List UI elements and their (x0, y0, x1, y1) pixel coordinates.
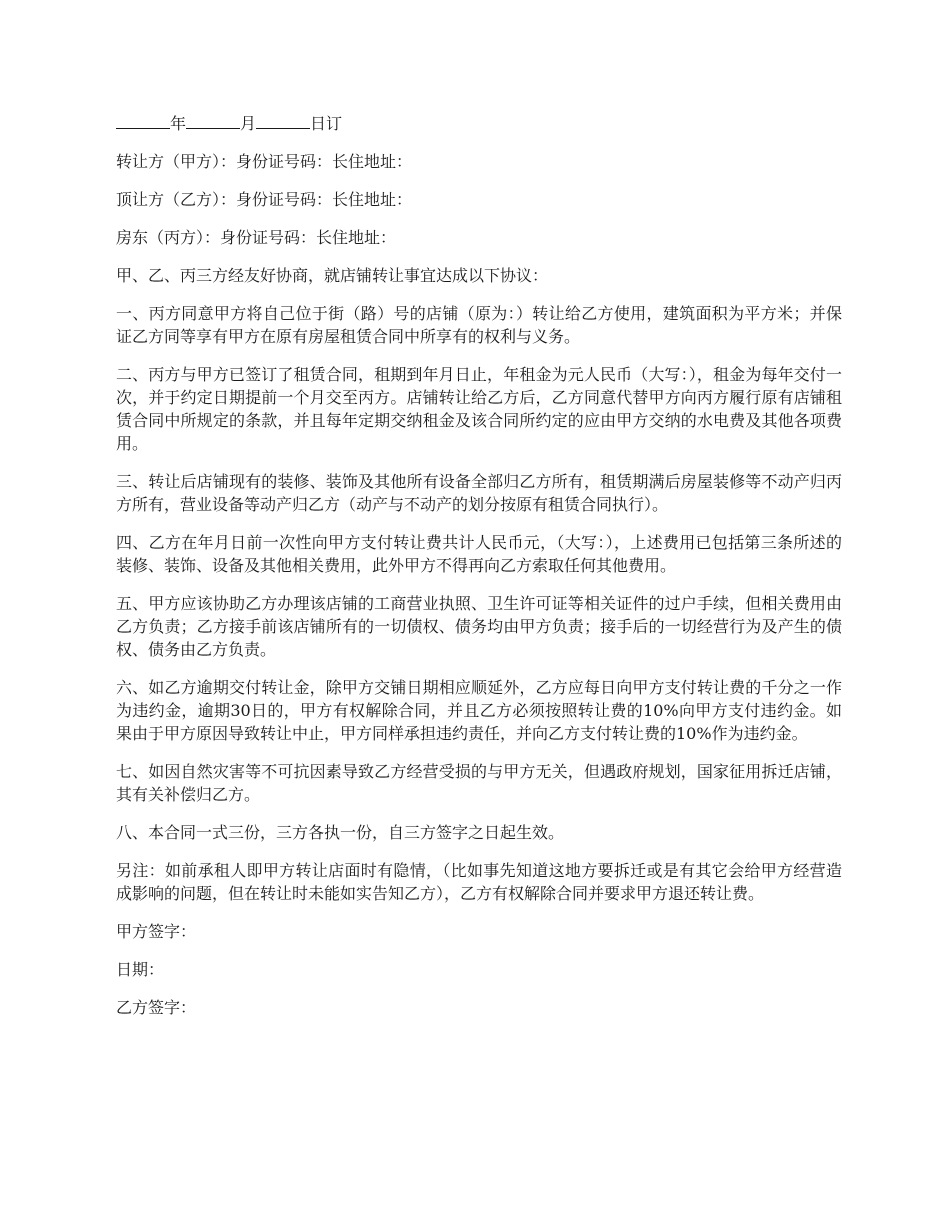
clause-6: 六、如乙方逾期交付转让金，除甲方交铺日期相应顺延外，乙方应每日向甲方支付转让费的千分之一作为违约金，逾期30日的，甲方有权解除合同，并且乙方必须按照转让费的10%向甲方支付违约金。如果由于甲方原因导致转让中止，甲方同样承担违约责任，并向乙方支付转让费的10%作为违约金。 (116, 678, 842, 743)
year-label: 年 (170, 114, 187, 133)
party-a-line: 转让方（甲方）：身份证号码：长住地址： (116, 152, 413, 171)
party-a-signature: 甲方签字： (116, 922, 197, 941)
clause-2: 二、丙方与甲方已签订了租赁合同，租期到年月日止，年租金为元人民币（大写：），租金为每年交付一次，并于约定日期提前一个月交至丙方。店铺转让给乙方后，乙方同意代替甲方向丙方履行原有店铺租赁合同中所规定的条款，并且每年定期交纳租金及该合同所约定的应由甲方交纳的水电费及其他各项费用。 (116, 365, 842, 453)
day-blank (256, 112, 310, 129)
clause-4: 四、乙方在年月日前一次性向甲方支付转让费共计人民币元，（大写：），上述费用已包括第三条所述的装修、装饰、设备及其他相关费用，此外甲方不得再向乙方索取任何其他费用。 (116, 533, 842, 575)
year-blank (116, 112, 170, 129)
clause-8: 八、本合同一式三份，三方各执一份，自三方签字之日起生效。 (116, 823, 565, 842)
signature-date: 日期： (116, 960, 165, 979)
clause-5: 五、甲方应该协助乙方办理该店铺的工商营业执照、卫生许可证等相关证件的过户手续，但相关费用由乙方负责；乙方接手前该店铺所有的一切债权、债务均由甲方负责；接手后的一切经营行为及产生的债权、债务由乙方负责。 (116, 594, 842, 659)
party-c-line: 房东（丙方）：身份证号码：长住地址： (116, 228, 397, 247)
clause-1: 一、丙方同意甲方将自己位于街（路）号的店铺（原为：）转让给乙方使用，建筑面积为平方米；并保证乙方同等享有甲方在原有房屋租赁合同中所享有的权利与义务。 (116, 304, 842, 346)
date-line (116, 112, 842, 135)
note-paragraph: 另注：如前承租人即甲方转让店面时有隐情，（比如事先知道这地方要拆迁或是有其它会给甲方经营造成影响的问题，但在转让时未能如实告知乙方），乙方有权解除合同并要求甲方退还转让费。 (116, 861, 842, 903)
clause-3: 三、转让后店铺现有的装修、装饰及其他所有设备全部归乙方所有，租赁期满后房屋装修等不动产归丙方所有，营业设备等动产归乙方（动产与不动产的划分按原有租赁合同执行）。 (116, 472, 842, 514)
intro-paragraph: 甲、乙、丙三方经友好协商，就店铺转让事宜达成以下协议： (116, 266, 549, 285)
month-blank (186, 112, 240, 129)
clause-7: 七、如因自然灾害等不可抗因素导致乙方经营受损的与甲方无关，但遇政府规划，国家征用拆迁店铺，其有关补偿归乙方。 (116, 762, 842, 804)
contract-document (116, 112, 842, 1034)
party-b-signature: 乙方签字： (116, 998, 197, 1017)
day-label: 日订 (310, 114, 343, 133)
month-label: 月 (240, 114, 257, 133)
party-b-line: 顶让方（乙方）：身份证号码：长住地址： (116, 190, 413, 209)
